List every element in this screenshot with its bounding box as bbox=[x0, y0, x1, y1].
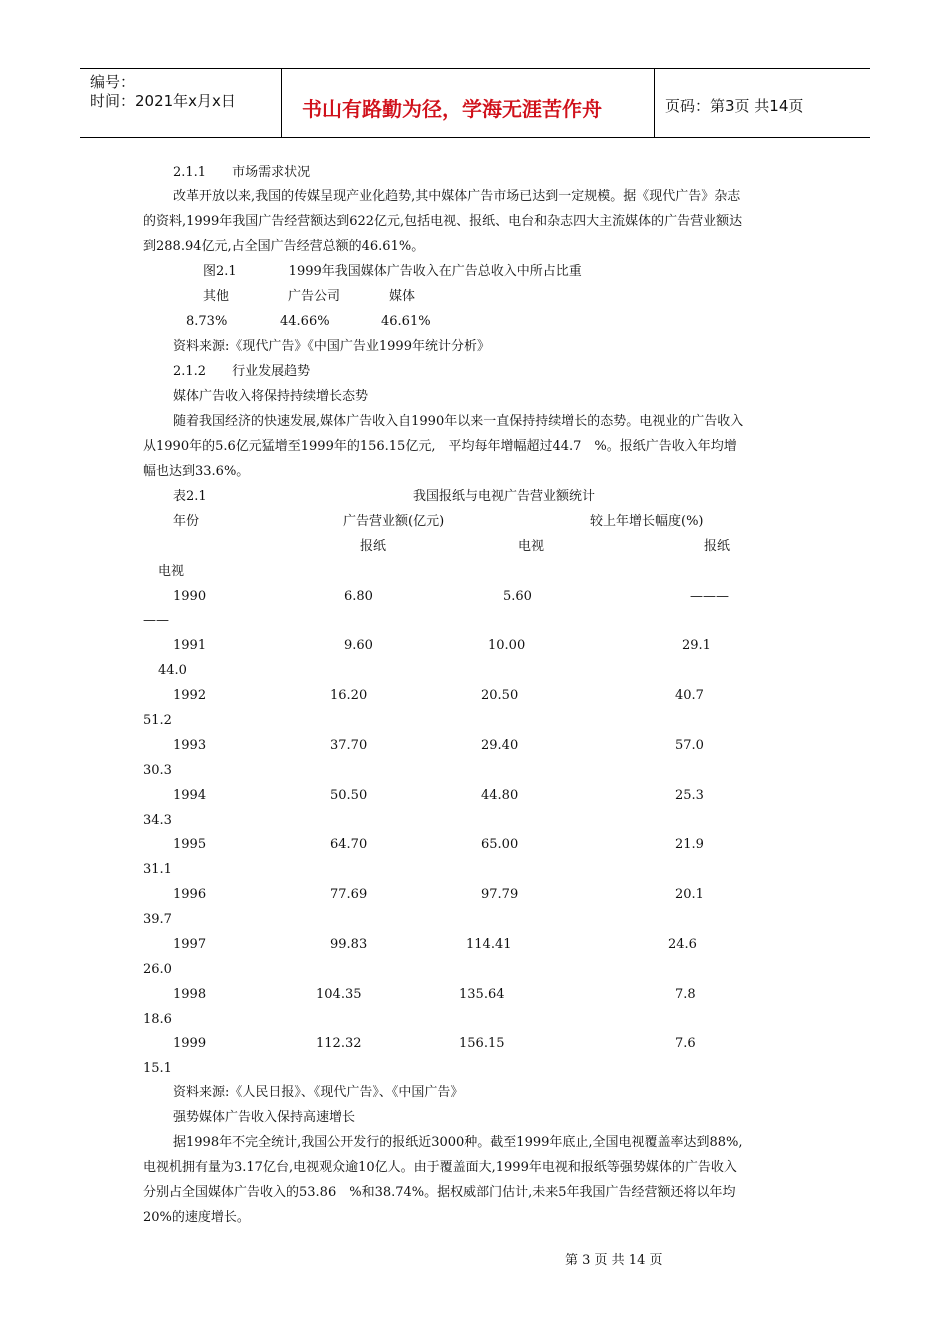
table-cell-tv: 114.41 bbox=[466, 937, 512, 952]
table-cell-year: 1994 bbox=[173, 788, 207, 803]
table-header-tv-growth: 电视 bbox=[158, 564, 185, 579]
table-cell-year: 1991 bbox=[173, 638, 207, 653]
table-cell-tv-growth: 51.2 bbox=[143, 713, 172, 728]
table-cell-year: 1996 bbox=[173, 887, 207, 902]
figure-label-agency: 广告公司 bbox=[288, 289, 341, 304]
header-motto: 书山有路勤为径，学海无涯苦作舟 bbox=[302, 97, 602, 121]
section-2-1-1-title: 2.1.1 市场需求状况 bbox=[173, 165, 311, 180]
table-cell-tv: 135.64 bbox=[459, 987, 505, 1002]
table-cell-year: 1993 bbox=[173, 738, 207, 753]
table-cell-year: 1997 bbox=[173, 937, 207, 952]
table-cell-tv-growth: 30.3 bbox=[143, 763, 172, 778]
table-cell-tv-growth: 34.3 bbox=[143, 813, 172, 828]
paragraph-2-line: 幅也达到33.6%。 bbox=[143, 464, 250, 479]
paragraph-1-line: 的资料,1999年我国广告经营额达到622亿元,包括电视、报纸、电台和杂志四大主流媒体的广告营业额达 bbox=[143, 214, 743, 229]
figure-value-agency: 44.66% bbox=[280, 314, 330, 329]
table-cell-tv-growth: 26.0 bbox=[143, 962, 172, 977]
header-divider bbox=[281, 69, 282, 137]
table-cell-paper-growth: 24.6 bbox=[668, 937, 697, 952]
table-cell-tv-growth: 39.7 bbox=[143, 912, 172, 927]
figure-label-other: 其他 bbox=[203, 289, 230, 304]
table-header-paper: 报纸 bbox=[360, 539, 387, 554]
subheading-strong-media: 强势媒体广告收入保持高速增长 bbox=[173, 1110, 356, 1125]
table-cell-year: 1990 bbox=[173, 589, 207, 604]
table-header-paper-growth: 报纸 bbox=[704, 539, 731, 554]
figure-source: 资料来源:《现代广告》《中国广告业1999年统计分析》 bbox=[173, 339, 490, 354]
table-cell-tv: 10.00 bbox=[488, 638, 526, 653]
table-cell-year: 1992 bbox=[173, 688, 207, 703]
figure-value-other: 8.73% bbox=[186, 314, 228, 329]
table-cell-paper: 6.80 bbox=[344, 589, 373, 604]
table-cell-paper-growth: 25.3 bbox=[675, 788, 704, 803]
table-cell-paper-growth: 7.6 bbox=[675, 1036, 696, 1051]
table-cell-paper-growth: 20.1 bbox=[675, 887, 704, 902]
table-cell-paper-growth: 29.1 bbox=[682, 638, 711, 653]
table-cell-paper: 104.35 bbox=[316, 987, 362, 1002]
table-header-tv: 电视 bbox=[518, 539, 545, 554]
table-cell-tv-growth: —— bbox=[143, 613, 169, 628]
table-cell-paper: 99.83 bbox=[330, 937, 368, 952]
table-cell-tv: 29.40 bbox=[481, 738, 519, 753]
table-cell-year: 1998 bbox=[173, 987, 207, 1002]
table-title: 我国报纸与电视广告营业额统计 bbox=[413, 489, 596, 504]
table-cell-paper-growth: 40.7 bbox=[675, 688, 704, 703]
subheading-growth: 媒体广告收入将保持持续增长态势 bbox=[173, 389, 369, 404]
table-cell-paper-growth: 21.9 bbox=[675, 837, 704, 852]
header-page-info: 页码：第3页 共14页 bbox=[665, 97, 804, 115]
table-cell-tv-growth: 31.1 bbox=[143, 862, 172, 877]
table-cell-tv-growth: 18.6 bbox=[143, 1012, 172, 1027]
table-cell-tv-growth: 15.1 bbox=[143, 1061, 172, 1076]
table-cell-tv: 97.79 bbox=[481, 887, 519, 902]
table-cell-tv: 44.80 bbox=[481, 788, 519, 803]
table-cell-paper: 77.69 bbox=[330, 887, 368, 902]
doc-number-label: 编号： bbox=[90, 73, 136, 91]
table-cell-year: 1999 bbox=[173, 1036, 207, 1051]
table-cell-paper: 64.70 bbox=[330, 837, 368, 852]
table-header-amount: 广告营业额(亿元) bbox=[343, 514, 445, 529]
figure-caption: 图2.1 1999年我国媒体广告收入在广告总收入中所占比重 bbox=[203, 264, 582, 279]
paragraph-3-line: 电视机拥有量为3.17亿台,电视观众逾10亿人。由于覆盖面大,1999年电视和报纸等强势媒体的广告收入 bbox=[143, 1160, 737, 1175]
paragraph-3-line: 据1998年不完全统计,我国公开发行的报纸近3000种。截至1999年底止,全国电视覆盖率达到88%, bbox=[173, 1135, 743, 1150]
doc-time-label: 时间：2021年x月x日 bbox=[90, 92, 236, 110]
table-source: 资料来源:《人民日报》、《现代广告》、《中国广告》 bbox=[173, 1085, 464, 1100]
page-footer: 第 3 页 共 14 页 bbox=[565, 1253, 663, 1268]
table-cell-paper: 112.32 bbox=[316, 1036, 362, 1051]
figure-value-media: 46.61% bbox=[381, 314, 431, 329]
paragraph-1-line: 到288.94亿元,占全国广告经营总额的46.61%。 bbox=[143, 239, 425, 254]
paragraph-2-line: 从1990年的5.6亿元猛增至1999年的156.15亿元, 平均每年增幅超过44.7 %。报纸广告收入年均增 bbox=[143, 439, 737, 454]
table-cell-year: 1995 bbox=[173, 837, 207, 852]
table-cell-tv: 65.00 bbox=[481, 837, 519, 852]
table-header-year: 年份 bbox=[173, 514, 200, 529]
table-cell-tv: 20.50 bbox=[481, 688, 519, 703]
table-cell-tv: 156.15 bbox=[459, 1036, 505, 1051]
section-2-1-2-title: 2.1.2 行业发展趋势 bbox=[173, 364, 311, 379]
table-cell-paper: 37.70 bbox=[330, 738, 368, 753]
table-cell-tv: 5.60 bbox=[503, 589, 532, 604]
table-header-growth: 较上年增长幅度(%) bbox=[590, 514, 704, 529]
table-cell-paper-growth: 7.8 bbox=[675, 987, 696, 1002]
paragraph-3-line: 20%的速度增长。 bbox=[143, 1210, 250, 1225]
paragraph-1-line: 改革开放以来,我国的传媒呈现产业化趋势,其中媒体广告市场已达到一定规模。据《现代广告》杂志 bbox=[173, 189, 741, 204]
table-cell-paper-growth: ——— bbox=[690, 589, 729, 604]
table-cell-paper: 9.60 bbox=[344, 638, 373, 653]
figure-label-media: 媒体 bbox=[389, 289, 416, 304]
paragraph-3-line: 分别占全国媒体广告收入的53.86 %和38.74%。据权威部门估计,未来5年我国广告经营额还将以年均 bbox=[143, 1185, 736, 1200]
table-cell-paper: 16.20 bbox=[330, 688, 368, 703]
table-label: 表2.1 bbox=[173, 489, 207, 504]
header-divider bbox=[654, 69, 655, 137]
table-cell-paper: 50.50 bbox=[330, 788, 368, 803]
paragraph-2-line: 随着我国经济的快速发展,媒体广告收入自1990年以来一直保持持续增长的态势。电视业的广告收入 bbox=[173, 414, 744, 429]
table-cell-tv-growth: 44.0 bbox=[158, 663, 187, 678]
table-cell-paper-growth: 57.0 bbox=[675, 738, 704, 753]
